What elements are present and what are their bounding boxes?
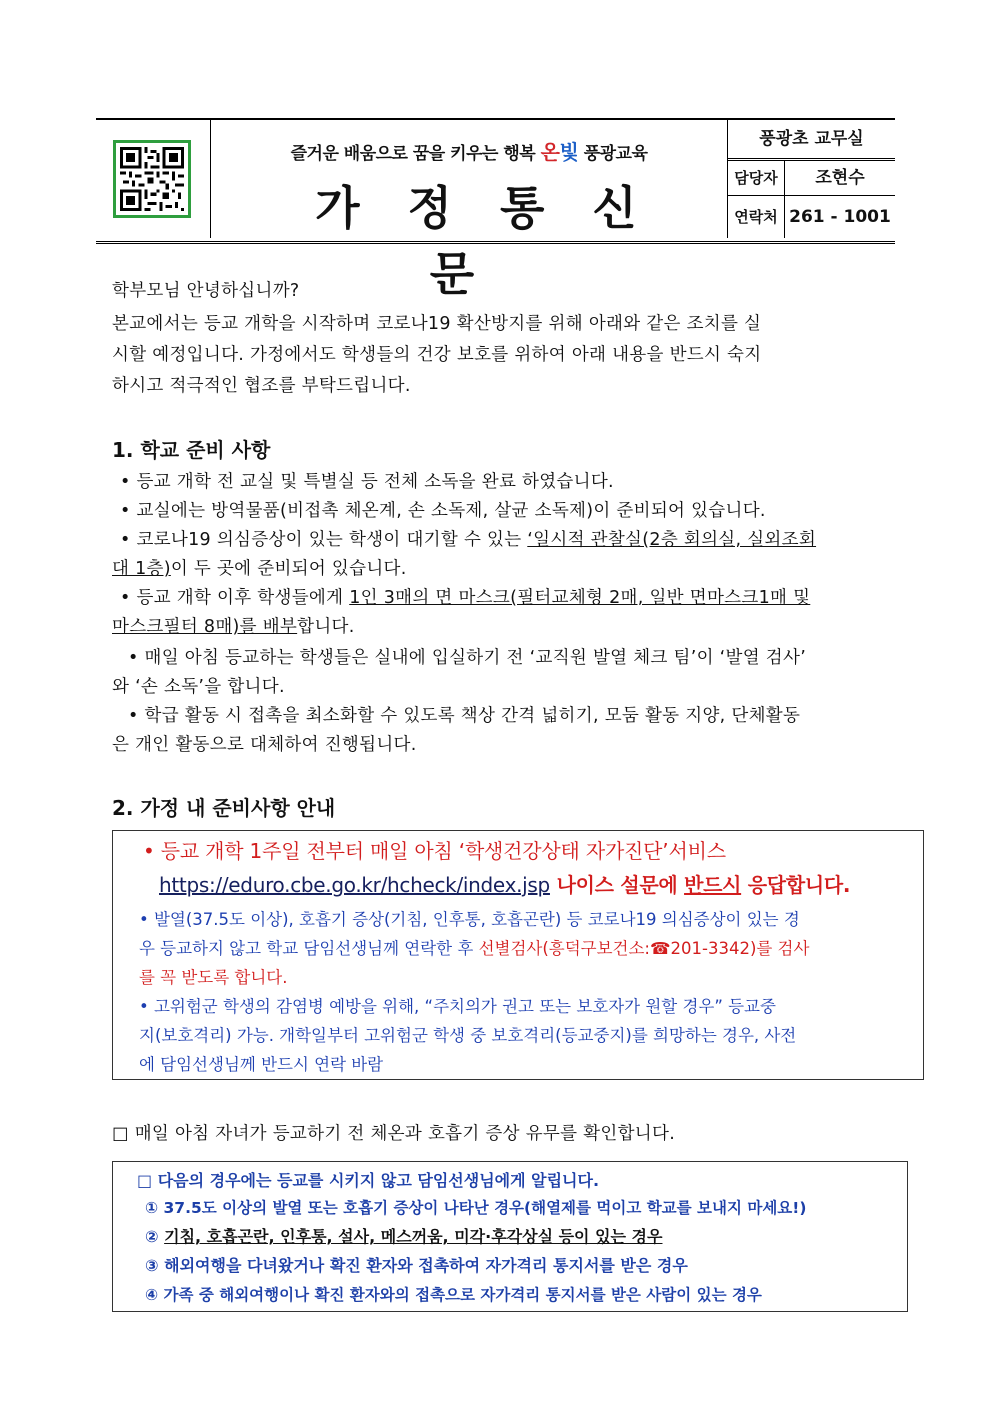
underlined-text: ‘일시적 관찰실(2층 회의실, 실외조회: [527, 530, 817, 550]
underlined-text: 대 1층): [112, 559, 171, 579]
symptom-line-3: 를 꼭 받도록 합니다.: [139, 968, 288, 987]
intro-line-1: 본교에서는 등교 개학을 시작하며 코로나19 확산방지를 위해 아래와 같은 조치를 실: [112, 314, 762, 334]
box-heading: □ 다음의 경우에는 등교를 시키지 않고 담임선생님에게 알립니다.: [137, 1171, 600, 1190]
self-check-url-line: [159, 869, 850, 901]
list-item: • 등교 개학 전 교실 및 특별실 등 전체 소독을 완료 하였습니다.: [120, 472, 614, 492]
text: • 등교 개학 이후 학생들에게: [120, 588, 350, 608]
self-check-link[interactable]: https://eduro.cbe.go.kr/hcheck/index.jsp: [159, 873, 550, 897]
text: • 코로나19 의심증상이 있는 학생이 대기할 수 있는: [120, 530, 528, 550]
list-item: [145, 1224, 662, 1250]
list-item-continuation: 은 개인 활동으로 대체하여 진행됩니다.: [112, 735, 417, 755]
section1-heading: 1. 학교 준비 사항: [112, 438, 271, 462]
phone-label: 연락처: [728, 196, 785, 238]
list-item-continuation: [112, 613, 882, 642]
high-risk-line-3: 에 담임선생님께 반드시 연락 바람: [139, 1055, 384, 1074]
slogan-bit: 빛: [559, 140, 579, 164]
item-number: ②: [145, 1227, 165, 1246]
daily-check-line: □ 매일 아침 자녀가 등교하기 전 체온과 호흡기 증상 유무를 확인합니다.: [112, 1124, 676, 1144]
high-risk-line-1: • 고위험군 학생의 감염병 예방을 위해, “주치의가 권고 또는 보호자가 원할 경우” 등교중: [139, 997, 776, 1016]
list-item-continuation: [112, 555, 882, 584]
title-cell: [211, 120, 728, 301]
list-item: ③ 해외여행을 다녀왔거나 확진 환자와 접촉하여 자가격리 통지서를 받은 경우: [145, 1256, 688, 1275]
slogan-on: 온: [540, 140, 560, 164]
contact-person-label: 담당자: [728, 161, 785, 196]
intro-line-2: 시할 예정입니다. 가정에서도 학생들의 건강 보호를 위하여 아래 내용을 반드시 숙지: [112, 345, 762, 365]
list-item: ① 37.5도 이상의 발열 또는 호흡기 증상이 나타난 경우(해열제를 먹이고 학교를 보내지 마세요!): [145, 1199, 807, 1217]
symptom-line-1: • 발열(37.5도 이상), 호흡기 증상(기침, 인후통, 호흡곤란) 등 코로나19 의심증상이 있는 경: [139, 910, 800, 929]
list-item: • 교실에는 방역물품(비접촉 체온계, 손 소독제, 살균 소독제)이 준비되어 있습니다.: [120, 501, 766, 521]
text: 나이스 설문에: [549, 873, 685, 897]
high-risk-line-2: 지(보호격리) 가능. 개학일부터 고위험군 학생 중 보호격리(등교중지)를 희망하는 경우, 사전: [139, 1026, 797, 1045]
underlined-text: 기침, 호흡곤란, 인후통, 설사, 메스꺼움, 미각·후각상실 등이 있는 경우: [164, 1227, 663, 1246]
text: 이 두 곳에 준비되어 있습니다.: [170, 559, 407, 579]
intro-line-3: 하시고 적극적인 협조를 부탁드립니다.: [112, 376, 411, 396]
qr-code-icon[interactable]: [113, 140, 191, 218]
text: 우 등교하지 않고 학교 담임선생님께 연락한 후: [139, 939, 479, 958]
symptom-line-2: [139, 934, 901, 963]
greeting: 학부모님 안녕하십니까?: [112, 281, 300, 301]
qr-cell: [96, 120, 211, 238]
list-item: [120, 526, 882, 555]
slogan-text: 즐거운 배움으로 꿈을 키우는 행복: [290, 144, 536, 164]
page-title: 가정통신문: [315, 181, 685, 301]
notice-box: [112, 830, 924, 1080]
underlined-text: 마스크필터 8매)를 배부: [112, 617, 298, 637]
self-check-line: • 등교 개학 1주일 전부터 매일 아침 ‘학생건강상태 자가진단’서비스: [143, 839, 726, 863]
contact-person: 조현수: [785, 161, 895, 196]
list-item: • 학급 활동 시 접촉을 최소화할 수 있도록 책상 간격 넓히기, 모둠 활동 지양, 단체활동: [128, 706, 801, 726]
list-item: • 매일 아침 등교하는 학생들은 실내에 입실하기 전 ‘교직원 발열 체크 팀’이 ‘발열 검사’: [128, 648, 807, 668]
underlined-text: 반드시: [684, 873, 742, 897]
underlined-text: 1인 3매의 면 마스크(필터교체형 2매, 일반 면마스크1매 및: [349, 588, 811, 608]
list-item-continuation: 와 ‘손 소독’을 합니다.: [112, 677, 285, 697]
phone-number: 261 - 1001: [789, 207, 891, 227]
slogan: [211, 136, 727, 165]
absence-conditions-box: [112, 1161, 908, 1312]
section2-heading: 2. 가정 내 준비사항 안내: [112, 796, 336, 820]
slogan-brand: 풍광교육: [583, 144, 648, 164]
office-name: 풍광초 교무실: [728, 120, 895, 161]
text: 합니다.: [297, 617, 355, 637]
text: 응답합니다.: [741, 873, 851, 897]
list-item: ④ 가족 중 해외여행이나 확진 환자와의 접촉으로 자가격리 통지서를 받은 사람이 있는 경우: [145, 1286, 762, 1304]
screening-text: 선별검사(흥덕구보건소:☎201-3342)를 검사: [478, 939, 810, 958]
list-item: [120, 584, 882, 613]
